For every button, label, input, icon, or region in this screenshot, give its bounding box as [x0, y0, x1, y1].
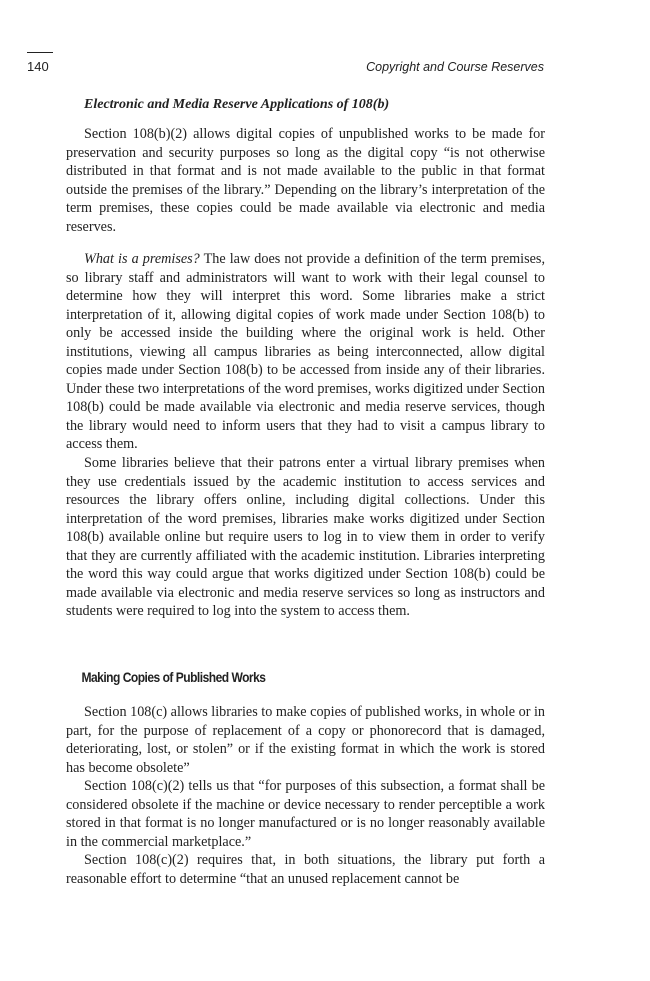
paragraph-2-lead: What is a premises? [84, 251, 200, 267]
section-heading: Electronic and Media Reserve Applications of 108(b) [84, 97, 390, 112]
paragraph-2 [66, 250, 545, 454]
page-number: 140 [27, 59, 49, 74]
text-block-1 [66, 125, 545, 236]
text-block-2 [66, 250, 545, 621]
paragraph-6: Section 108(c)(2) requires that, in both situations, the library put forth a reasonable effort to determine “that an unused replacement cannot be [66, 852, 545, 887]
text-block-3 [66, 703, 545, 888]
header-rule [27, 52, 53, 53]
subsection-heading: Making Copies of Published Works [81, 669, 266, 685]
running-title: Copyright and Course Reserves [366, 60, 544, 74]
paragraph-4: Section 108(c) allows libraries to make copies of published works, in whole or in part, for the purpose of replacement of a copy or phonorecord that is damaged, deteriorating, lost, or stolen” or if the existing format in which the work is stored has become obsolete” [66, 704, 545, 776]
paragraph-1: Section 108(b)(2) allows digital copies of unpublished works to be made for preservation and security purposes so long as the digital copy “is not otherwise distributed in that format and is not made available to the public in that format outside the premises of the library.” Depending on the library’s interpretation of the term premises, these copies could be made available via electronic and media reserves. [66, 126, 545, 235]
paragraph-2-body: The law does not provide a definition of the term premises, so library staff and administrators will want to work with their legal counsel to determine how they will interpret this word. Some libraries make a strict interpretation of it, allowing digital copies of work made under Section 108(b) to only be accessed inside the building where the original work is held. Other institutions, viewing all campus libraries as being interconnected, allow digital copies made under Section 108(b) to be accessed from inside any of their libraries. Under these two interpretations of the word premises, works digitized under Section 108(b) could be made available via electronic and media reserve services, though the library would need to inform users that they had to visit a campus library to access them. [66, 251, 545, 453]
paragraph-5: Section 108(c)(2) tells us that “for purposes of this subsection, a format shall be considered obsolete if the machine or device necessary to render perceptible a work stored in that format is no longer manufactured or is no longer reasonably available in the commercial marketplace.” [66, 778, 545, 850]
paragraph-3: Some libraries believe that their patrons enter a virtual library premises when they use credentials issued by the academic institution to access services and resources the library offers online, including digital collections. Under this interpretation of the word premises, libraries make works digitized under Section 108(b) available online but require users to log in to view them in order to verify that they are currently affiliated with the academic institution. Libraries interpreting the word this way could argue that works digitized under Section 108(b) could be made available via electronic and media reserve services so long as instructors and students were required to log into the system to access them. [66, 455, 545, 620]
